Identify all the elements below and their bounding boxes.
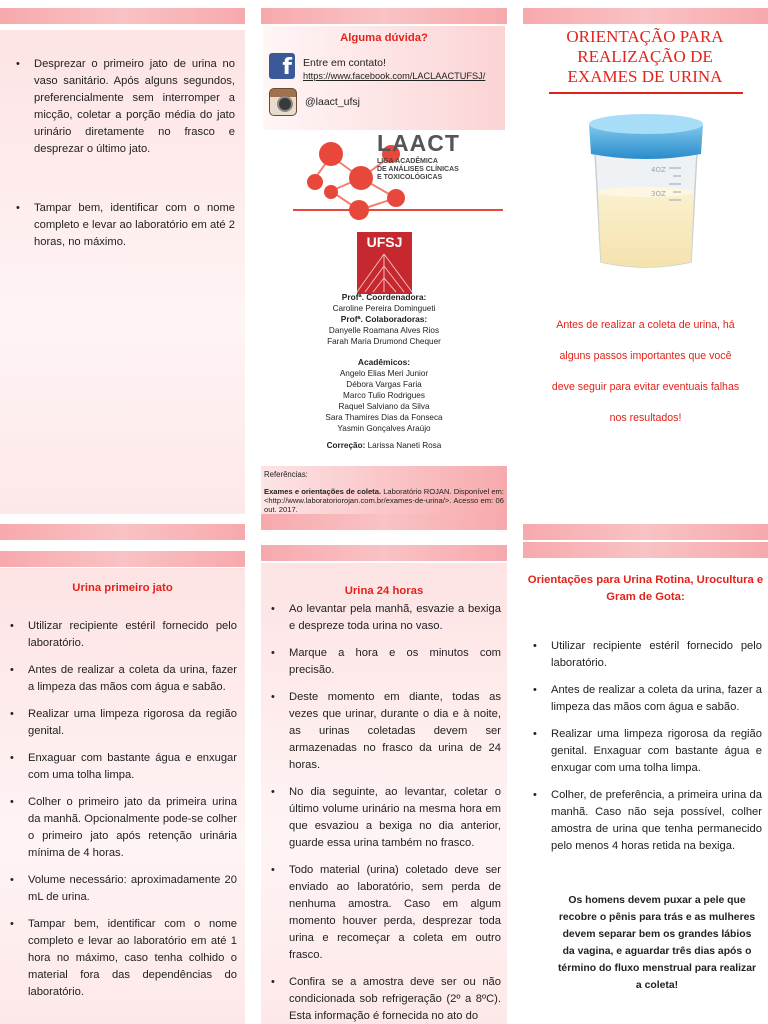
list-item: • Colher, de preferência, a primeira urina da manhã. Caso não seja possível, colher amostra de urina que tenha permanecido pelo menos 4 horas retida na bexiga. — [525, 787, 762, 855]
divider-bar-right — [523, 524, 768, 540]
colab-title: Profª. Colaboradoras: — [340, 314, 428, 324]
header-bar-right — [523, 8, 768, 24]
list-item: • Ao levantar pela manhã, esvazie a bexiga e despreze toda urina no vaso. — [263, 601, 501, 635]
laact-logo — [281, 126, 503, 222]
list-item: • Marque a hora e os minutos com precisão. — [263, 645, 501, 679]
acad-title: Acadêmicos: — [357, 357, 411, 367]
list-item: • Utilizar recipiente estéril fornecido pelo laboratório. — [525, 638, 762, 672]
section-bar-right — [523, 542, 768, 558]
correcao-label: Correção: — [326, 441, 366, 450]
intro-line: deve seguir para evitar eventuais falhas — [551, 381, 740, 393]
divider-bar-left — [0, 524, 245, 540]
list-item: • Todo material (urina) coletado deve ser enviado ao laboratório, sem perda de nenhuma amostra. Caso em algum momento houver perda, desprezar toda urina e recomeçar a coleta em outro frasco. — [263, 862, 501, 964]
urine-cup-icon — [581, 112, 711, 272]
section-bar-left — [0, 551, 245, 567]
ufsj-pattern-icon — [357, 252, 412, 294]
coord-name: Caroline Pereira Domingueti — [332, 304, 436, 313]
title-rule — [549, 92, 743, 94]
ref-title: Referências: — [264, 470, 308, 479]
divider-bar-center — [261, 514, 507, 530]
section-title: Urina 24 horas — [344, 585, 424, 597]
acad-name: Angelo Elias Meri Junior — [339, 369, 429, 378]
facebook-icon[interactable]: f — [269, 53, 295, 79]
list-item: • Desprezar o primeiro jato de urina no vaso sanitário. Após alguns segundos, preferencialmente sem interromper a micção, coletar a porção média do jato urinário diretamente no frasco e desprezar o último jato. — [8, 56, 235, 158]
ref-bold: Exames e orientações de coleta. — [264, 487, 382, 496]
intro-line: nos resultados! — [609, 412, 682, 424]
list-item: • Utilizar recipiente estéril fornecido pelo laboratório. — [2, 618, 237, 652]
acad-name: Débora Vargas Faria — [346, 380, 422, 389]
panel-contact — [261, 24, 507, 529]
laact-sub-3: E TOXICOLÓGICAS — [377, 174, 443, 181]
colab-name: Farah Maria Drumond Chequer — [327, 337, 441, 346]
list-item: • Realizar uma limpeza rigorosa da região genital. Enxaguar com bastante água e enxugar com uma tolha limpa. — [525, 726, 762, 777]
facebook-link[interactable]: https://www.facebook.com/LACLAACTUFSJ/ — [303, 71, 486, 81]
section-title: Orientações para Urina Rotina, Urocultura e Gram de Gota: — [527, 574, 764, 603]
list-item: • Antes de realizar a coleta da urina, fazer a limpeza das mãos com água e sabão. — [2, 662, 237, 696]
panel-first-stream — [0, 568, 245, 1024]
section-title: Urina primeiro jato — [72, 582, 173, 594]
intro-text — [523, 319, 768, 443]
ref-body: Laboratório ROJAN. Disponível em: <http://www.laboratoriorojan.com.br/exames-de-urina/>. Acesso em: 06 out. 2017. — [264, 487, 504, 514]
panel-instructions-continued — [0, 30, 245, 514]
correcao — [261, 440, 507, 451]
list-item: • No dia seguinte, ao levantar, coletar o último volume urinário na mesma hora em que esvaziou a bexiga no dia anterior, guarde essa urina também no frasco. — [263, 784, 501, 852]
list-item: • Deste momento em diante, todas as vezes que urinar, durante o dia e à noite, as urinas coletadas devem ser armazenadas no frasco da urina de 24 horas. — [263, 689, 501, 774]
section-bar-center — [261, 545, 507, 561]
panel-24h — [261, 563, 507, 1024]
list-item: • Realizar uma limpeza rigorosa da região genital. — [2, 706, 237, 740]
instagram-icon[interactable] — [269, 88, 297, 116]
list-item: • Volume necessário: aproximadamente 20 mL de urina. — [2, 872, 237, 906]
laact-sub — [377, 158, 459, 182]
cover-title: ORIENTAÇÃO PARA REALIZAÇÃO DE EXAMES DE URINA — [566, 27, 724, 86]
intro-line: alguns passos importantes que você — [559, 350, 732, 362]
acad-name: Raquel Salviano da Silva — [338, 402, 430, 411]
list-item: • Confira se a amostra deve ser ou não condicionada sob refrigeração (2º a 8ºC). Esta informação é fornecida no ato do — [263, 974, 501, 1024]
intro-line: Antes de realizar a coleta de urina, há — [556, 319, 735, 331]
acad-name: Marco Tulio Rodrigues — [343, 391, 425, 400]
ufsj-label: UFSJ — [366, 234, 403, 250]
laact-sub-1: LIGA ACADÊMICA — [377, 158, 438, 165]
list-item: • Antes de realizar a coleta da urina, fazer a limpeza das mãos com água e sabão. — [525, 682, 762, 716]
credits — [261, 292, 507, 451]
laact-sub-2: DE ANÁLISES CLÍNICAS — [377, 166, 459, 173]
ufsj-logo — [357, 232, 412, 294]
note-text: Os homens devem puxar a pele que recobre o pênis para trás e as mulheres devem separar bem os grandes lábios da vagina, e aguardar três dias após o término do fluxo menstrual para realizar a coleta! — [557, 895, 757, 991]
coord-title: Profª. Coordenadora: — [341, 292, 427, 302]
laact-name: LAACT — [377, 130, 460, 156]
instagram-handle[interactable]: @laact_ufsj — [305, 96, 361, 108]
cup-label-4oz: 4OZ — [651, 166, 666, 174]
list-item: • Enxaguar com bastante água e enxugar com uma tolha limpa. — [2, 750, 237, 784]
panel-routine — [523, 560, 768, 1024]
acad-name: Yasmin Gonçalves Araújo — [337, 424, 431, 433]
laact-rule — [293, 209, 503, 211]
contact-text: Entre em contato! — [303, 57, 386, 69]
list-item: • Tampar bem, identificar com o nome completo e levar ao laboratório em até 2 horas, no máximo. — [8, 200, 235, 251]
correcao-name: Larissa Naneti Rosa — [367, 441, 442, 450]
header-bar-left — [0, 8, 245, 24]
ref-text — [261, 479, 507, 514]
acad-name: Sara Thamires Dias da Fonseca — [325, 413, 443, 422]
header-bar-center — [261, 8, 507, 24]
colab-name: Danyelle Roamana Alves Rios — [328, 326, 440, 335]
list-item: • Tampar bem, identificar com o nome completo e levar ao laboratório em até 1 hora no máximo, caso tenha colhido o material fora das dependências do laboratório. — [2, 916, 237, 1001]
list-item: • Colher o primeiro jato da primeira urina da manhã. Opcionalmente pode-se colher o primeiro jato após retenção urinária mínima de 4 horas. — [2, 794, 237, 862]
contact-title: Alguma dúvida? — [340, 32, 428, 44]
panel-cover — [523, 24, 768, 529]
cup-label-3oz: 3OZ — [651, 190, 666, 198]
